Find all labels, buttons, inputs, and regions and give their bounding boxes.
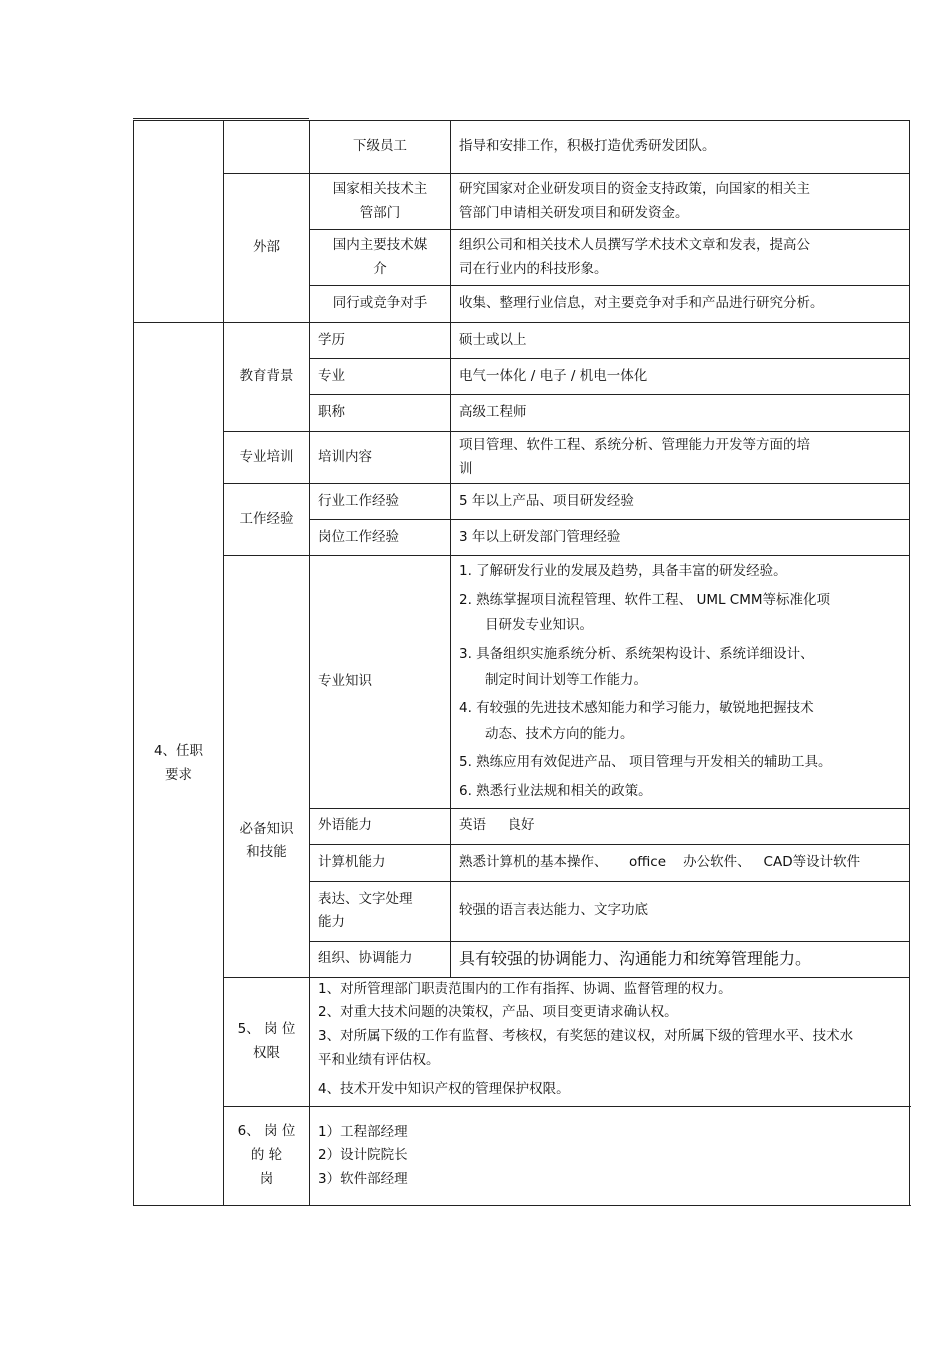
table-row [134, 1106, 910, 1205]
rotation-list [318, 1121, 901, 1192]
key-cell [310, 881, 451, 941]
key-line: 能力 [318, 914, 345, 931]
knowledge-cell [451, 556, 910, 809]
table-row [134, 977, 910, 1106]
label-line: 要求 [165, 766, 192, 783]
key-cell: 职称 [310, 395, 451, 432]
key-cell: 专业知识 [310, 556, 451, 809]
list-item [459, 779, 901, 805]
role-cell: 下级员工 [310, 121, 451, 174]
item-continuation: 目研发专业知识。 [485, 617, 593, 634]
label-line: 和技能 [246, 844, 287, 861]
role-line: 管部门 [359, 204, 401, 221]
value-cell: 英语 良好 [451, 808, 910, 844]
authority-list [318, 978, 901, 1102]
desc-line: 研究国家对企业研发项目的资金支持政策，向国家的相关主 [459, 180, 810, 197]
desc-cell: 指导和安排工作，积极打造优秀研发团队。 [451, 121, 910, 174]
authority-content [310, 977, 910, 1106]
internal-empty-cell [224, 121, 310, 174]
value-line: 训 [459, 460, 473, 477]
desc-line: 组织公司和相关技术人员撰写学术技术文章和发表，提高公 [459, 236, 810, 253]
value-cell: 高级工程师 [451, 395, 910, 432]
label-line: 权限 [253, 1044, 280, 1061]
item-text: 1. 了解研发行业的发展及趋势，具备丰富的研发经验。 [459, 563, 787, 579]
list-item: 2、对重大技术问题的决策权，产品、项目变更请求确认权。 [318, 1004, 678, 1021]
value-cell: 5 年以上产品、项目研发经验 [451, 484, 910, 520]
training-label: 专业培训 [224, 432, 310, 484]
table-row [134, 121, 910, 174]
rotation-content [310, 1106, 910, 1205]
desc-cell: 收集、整理行业信息，对主要竞争对手和产品进行研究分析。 [451, 286, 910, 323]
top-rule [133, 118, 309, 119]
key-line: 表达、文字处理 [318, 890, 413, 907]
label-line: 的 轮 [250, 1146, 283, 1163]
table-row [134, 484, 910, 520]
list-item [459, 588, 901, 639]
label-line: 岗 [259, 1170, 274, 1187]
key-cell: 培训内容 [310, 432, 451, 484]
key-cell: 外语能力 [310, 808, 451, 844]
item-text: 6. 熟悉行业法规和相关的政策。 [459, 783, 652, 800]
value-cell: 3 年以上研发部门管理经验 [451, 520, 910, 556]
list-item [459, 559, 901, 585]
knowledge-list [459, 559, 901, 805]
item-continuation: 制定时间计划等工作能力。 [485, 671, 647, 688]
list-item [459, 696, 901, 747]
desc-line: 司在行业内的科技形象。 [459, 260, 608, 277]
rotation-label [224, 1106, 310, 1205]
role-cell [310, 174, 451, 230]
desc-line: 管部门申请相关研发项目和研发资金。 [459, 204, 689, 221]
role-cell: 同行或竞争对手 [310, 286, 451, 323]
table-row [134, 432, 910, 484]
experience-label: 工作经验 [224, 484, 310, 556]
value-line: 项目管理、软件工程、系统分析、管理能力开发等方面的培 [459, 436, 810, 453]
education-label: 教育背景 [224, 323, 310, 432]
role-line: 国家相关技术主 [332, 180, 428, 197]
value-cell: 熟悉计算机的基本操作、 office 办公软件、 CAD等设计软件 [451, 844, 910, 881]
desc-cell [451, 230, 910, 286]
list-item: 1）工程部经理 [318, 1123, 408, 1140]
key-cell: 学历 [310, 323, 451, 359]
list-item: 2）设计院院长 [318, 1147, 408, 1164]
key-cell: 计算机能力 [310, 844, 451, 881]
desc-cell [451, 174, 910, 230]
role-cell [310, 230, 451, 286]
item-text: 3. 具备组织实施系统分析、系统架构设计、系统详细设计、 [459, 645, 814, 662]
label-line: 6、 岗 位 [237, 1123, 296, 1140]
key-cell: 岗位工作经验 [310, 520, 451, 556]
skills-label [224, 556, 310, 978]
role-line: 国内主要技术媒 [332, 236, 428, 253]
external-label: 外部 [224, 174, 310, 323]
value-cell: 电气一体化 / 电子 / 机电一体化 [451, 359, 910, 395]
list-item: 4、技术开发中知识产权的管理保护权限。 [318, 1081, 570, 1098]
list-item: 3、对所属下级的工作有监督、考核权，有奖惩的建议权，对所属下级的管理水平、技术水 [318, 1028, 854, 1045]
list-item: 1、对所管理部门职责范围内的工作有指挥、协调、监督管理的权力。 [318, 980, 732, 997]
value-cell: 具有较强的协调能力、沟通能力和统筹管理能力。 [451, 941, 910, 977]
table-row [134, 556, 910, 809]
table-row [134, 323, 910, 359]
authority-label [224, 977, 310, 1106]
requirements-label [134, 323, 224, 1206]
item-text: 5. 熟练应用有效促进产品、 项目管理与开发相关的辅助工具。 [459, 754, 832, 771]
label-line: 4、任职 [153, 743, 204, 760]
list-item: 3）软件部经理 [318, 1171, 408, 1188]
value-cell [451, 432, 910, 484]
job-description-table [133, 120, 910, 1206]
item-continuation: 动态、技术方向的能力。 [485, 725, 634, 742]
label-line: 必备知识 [239, 820, 294, 837]
list-item [459, 642, 901, 693]
key-cell: 行业工作经验 [310, 484, 451, 520]
key-cell: 专业 [310, 359, 451, 395]
item-text: 4. 有较强的先进技术感知能力和学习能力，敏锐地把握技术 [459, 700, 814, 717]
key-cell: 组织、协调能力 [310, 941, 451, 977]
label-line: 5、 岗 位 [237, 1021, 296, 1038]
list-item [459, 750, 901, 776]
table-row [134, 174, 910, 230]
role-line: 介 [373, 260, 387, 277]
value-cell: 硕士或以上 [451, 323, 910, 359]
value-cell: 较强的语言表达能力、文字功底 [451, 881, 910, 941]
item-text: 2. 熟练掌握项目流程管理、软件工程、 UML CMM等标准化项 [459, 591, 831, 608]
section-empty-cell [134, 121, 224, 323]
list-item: 平和业绩有评估权。 [318, 1051, 440, 1068]
